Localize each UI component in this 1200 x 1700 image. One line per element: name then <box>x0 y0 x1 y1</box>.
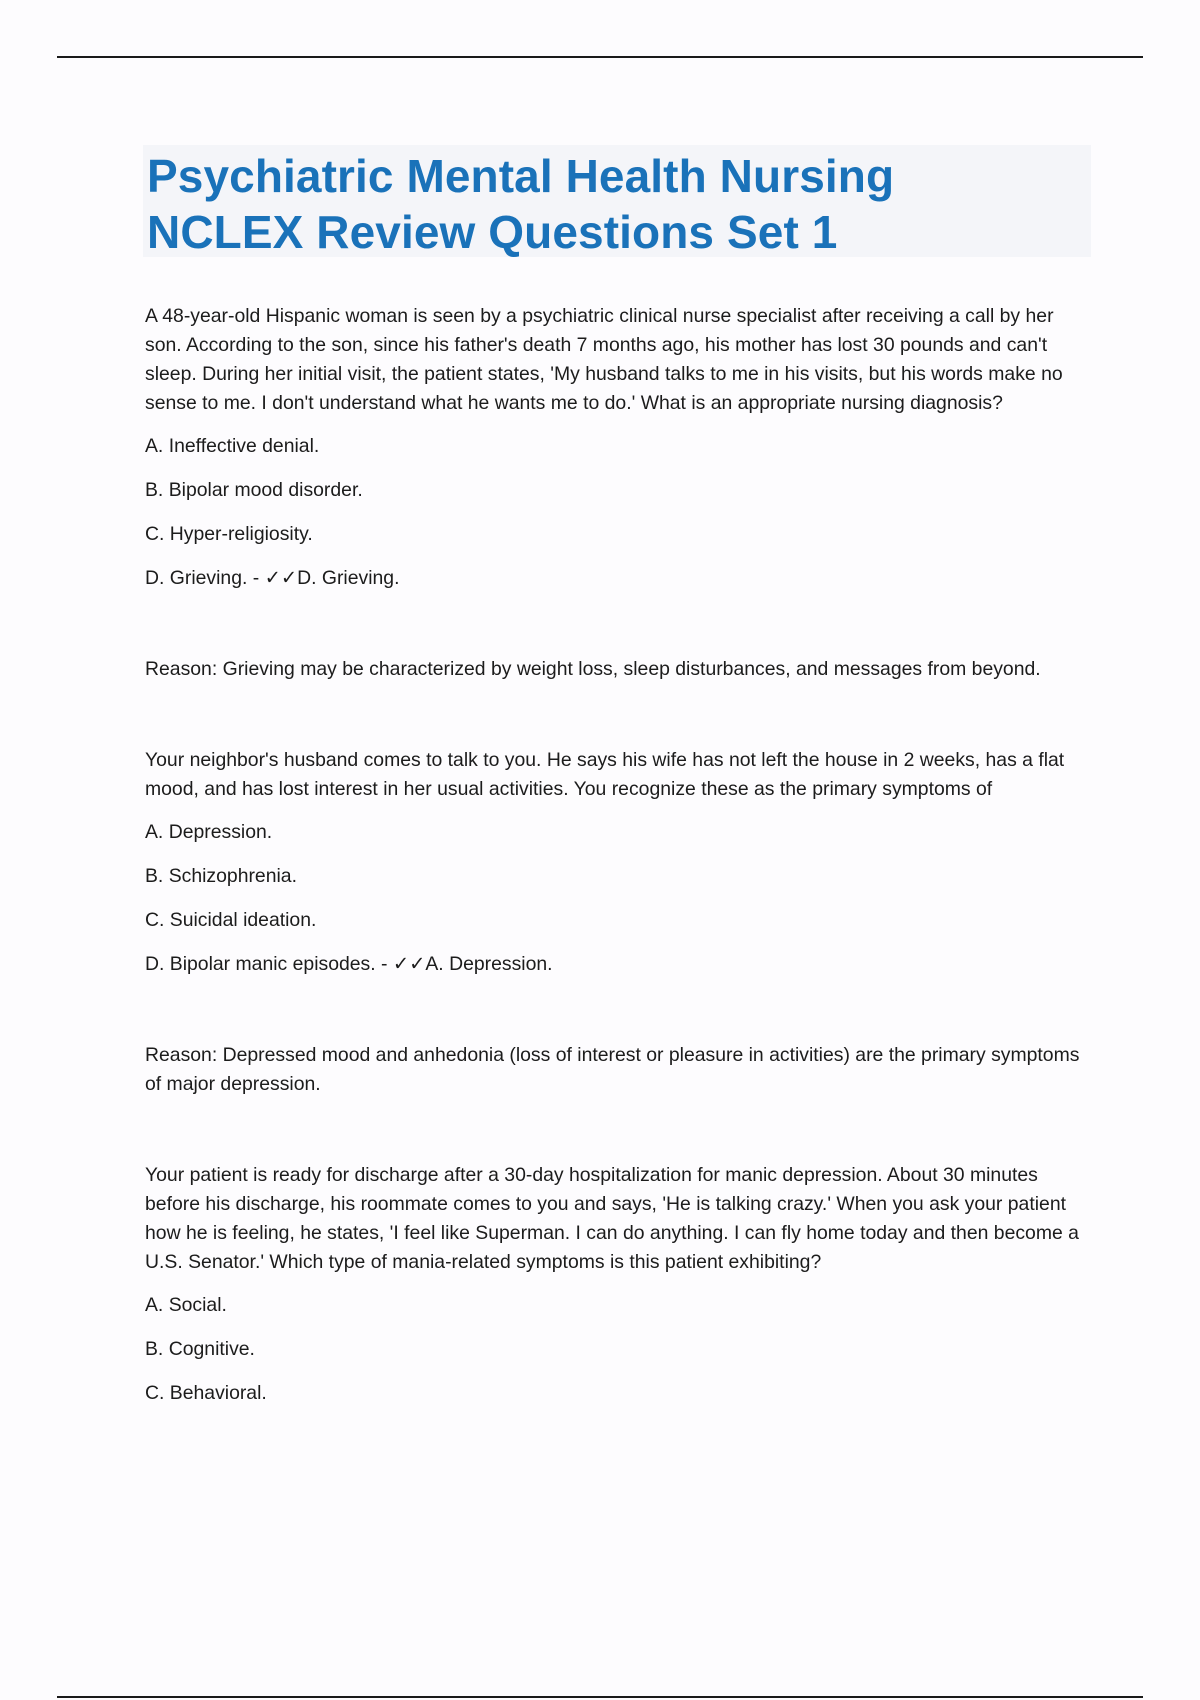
document-body <box>145 302 1095 1423</box>
title-line-2: NCLEX Review Questions Set 1 <box>147 206 838 258</box>
question-3-option-c: C. Behavioral. <box>145 1382 267 1404</box>
question-2-option-d-answer: D. Bipolar manic episodes. - ✓✓A. Depression. <box>145 953 553 975</box>
question-1-option-d-answer: D. Grieving. - ✓✓D. Grieving. <box>145 567 400 589</box>
question-1-option-b: B. Bipolar mood disorder. <box>145 479 363 501</box>
header-rule <box>57 56 1143 58</box>
title-block <box>143 145 1091 257</box>
title-line-1: Psychiatric Mental Health Nursing <box>147 150 895 202</box>
question-1-stem: A 48-year-old Hispanic woman is seen by a psychiatric clinical nurse specialist after receiving a call by her son. According to the son, since his father's death 7 months ago, his mother has lost 30 pounds and can't sleep. During her initial visit, the patient states, 'My husband talks to me in his visits, but his words make no sense to me. I don't understand what he wants me to do.' What is an appropriate nursing diagnosis? <box>145 305 1063 414</box>
footer-rule <box>57 1696 1143 1698</box>
question-2-stem: Your neighbor's husband comes to talk to you. He says his wife has not left the house in 2 weeks, has a flat mood, and has lost interest in her usual activities. You recognize these as the primary symptoms of <box>145 749 1065 800</box>
question-2-option-a: A. Depression. <box>145 821 273 843</box>
question-1-option-a: A. Ineffective denial. <box>145 435 320 457</box>
page-title <box>143 145 1091 260</box>
question-1-reason: Reason: Grieving may be characterized by weight loss, sleep disturbances, and messages from beyond. <box>145 658 1041 680</box>
question-3-option-b: B. Cognitive. <box>145 1338 255 1360</box>
question-2-reason: Reason: Depressed mood and anhedonia (loss of interest or pleasure in activities) are the primary symptoms of major depression. <box>145 1044 1080 1095</box>
question-3-option-a: A. Social. <box>145 1294 227 1316</box>
question-3-stem: Your patient is ready for discharge after a 30-day hospitalization for manic depression. About 30 minutes before his discharge, his roommate comes to you and says, 'He is talking crazy.' When you ask your patient how he is feeling, he states, 'I feel like Superman. I can do anything. I can fly home today and then become a U.S. Senator.' Which type of mania-related symptoms is this patient exhibiting? <box>145 1164 1079 1273</box>
question-2-option-b: B. Schizophrenia. <box>145 865 297 887</box>
question-2-option-c: C. Suicidal ideation. <box>145 909 317 931</box>
question-1-option-c: C. Hyper-religiosity. <box>145 523 313 545</box>
